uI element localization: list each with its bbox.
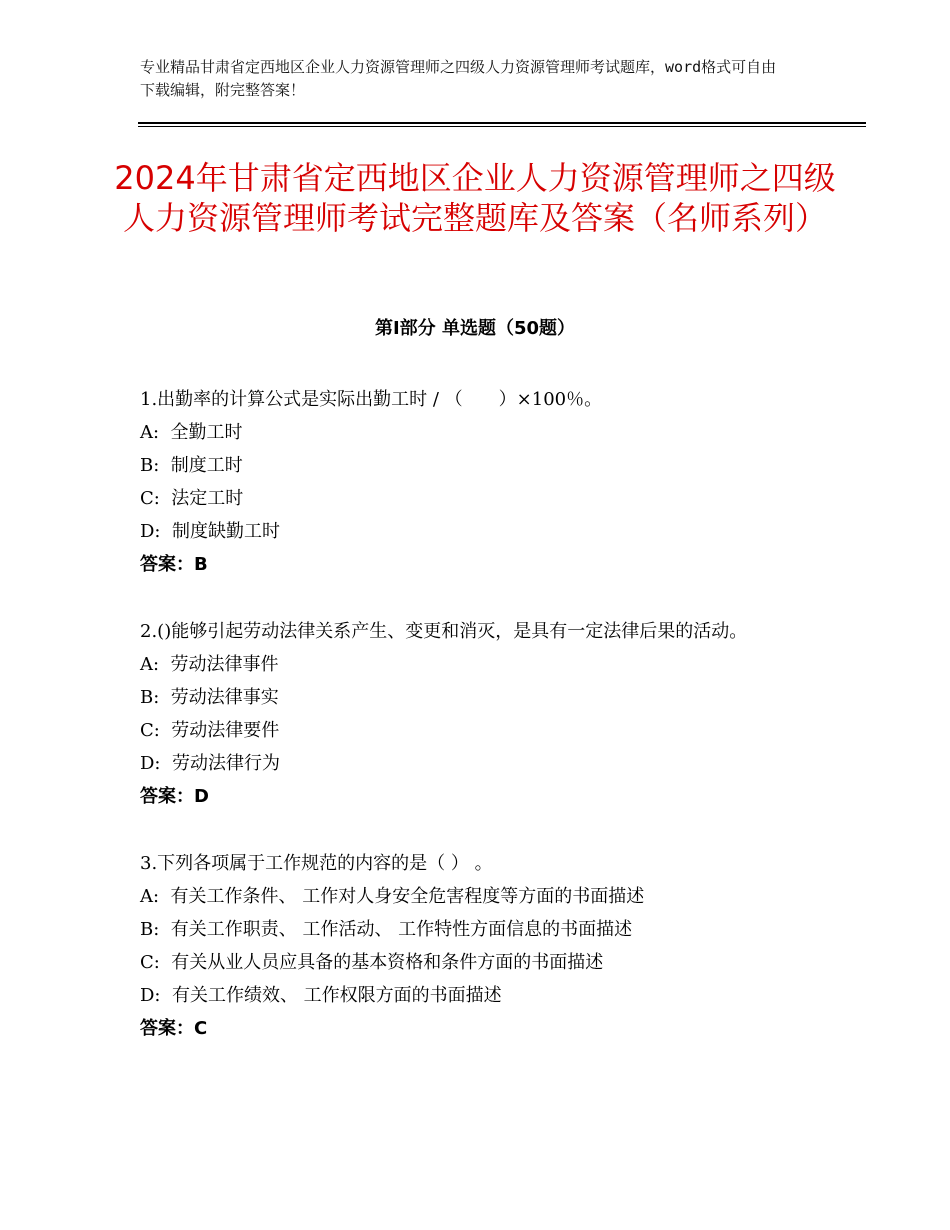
question-2 [140,615,820,813]
header-note: 专业精品甘肃省定西地区企业人力资源管理师之四级人力资源管理师考试题库，word格式可自由下载编辑，附完整答案！ [140,58,777,99]
question-stem: 1.出勤率的计算公式是实际出勤工时 / （ ）×100％。 [140,389,603,410]
header-divider-thin [138,126,866,127]
question-stem: 3.下列各项属于工作规范的内容的是（ ） 。 [140,853,493,874]
answer-line: 答案：C [140,1018,208,1039]
option-b: B: 劳动法律事实 [140,687,279,708]
document-title: 2024年甘肃省定西地区企业人力资源管理师之四级人力资源管理师考试完整题库及答案（名师系列） [114,159,836,237]
option-d: D: 劳动法律行为 [140,753,280,774]
option-b: B: 制度工时 [140,455,243,476]
question-stem: 2.()能够引起劳动法律关系产生、变更和消灭，是具有一定法律后果的活动。 [140,621,748,642]
question-list [140,383,820,1079]
option-a: A: 全勤工时 [140,422,243,443]
option-d: D: 有关工作绩效、 工作权限方面的书面描述 [140,985,502,1006]
header-divider-thick [138,122,866,124]
section-heading: 第Ⅰ部分 单选题（50题） [374,318,575,339]
answer-line: 答案：D [140,786,209,807]
option-c: C: 劳动法律要件 [140,720,280,741]
answer-line: 答案：B [140,554,208,575]
option-c: C: 法定工时 [140,488,244,509]
option-c: C: 有关从业人员应具备的基本资格和条件方面的书面描述 [140,952,604,973]
option-a: A: 有关工作条件、 工作对人身安全危害程度等方面的书面描述 [140,886,645,907]
question-1 [140,383,820,581]
question-3 [140,847,820,1045]
option-b: B: 有关工作职责、 工作活动、 工作特性方面信息的书面描述 [140,919,633,940]
option-a: A: 劳动法律事件 [140,654,279,675]
option-d: D: 制度缺勤工时 [140,521,280,542]
